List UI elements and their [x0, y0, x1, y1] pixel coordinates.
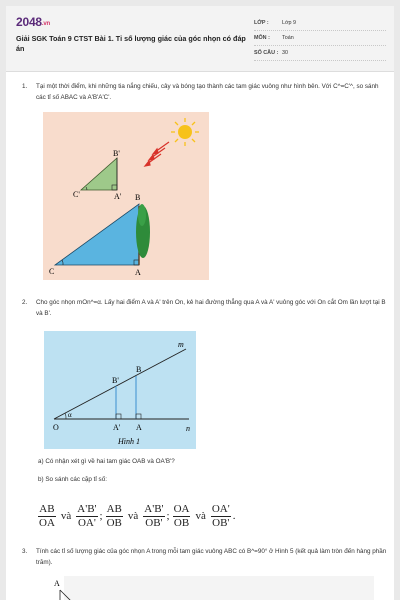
- conjunction: và: [60, 510, 72, 522]
- label-b: B: [135, 193, 141, 202]
- label-c-prime: C': [73, 190, 80, 199]
- question-text: Tại một thời điểm, khi những tia nắng chiếu, cây và bóng tạo thành các tam giác vuông như hình bên. Với C^=C'^, so sánh các tỉ số ABAC và A'B'A'C'.: [36, 83, 379, 101]
- separator: ;: [166, 510, 170, 522]
- document-meta: [254, 16, 386, 61]
- question-text: Cho góc nhọn mOn^=α. Lấy hai điểm A và A' trên On, kẻ hai đường thẳng qua A và A' vuông góc với On cắt Om lần lượt tại B và B'.: [36, 299, 386, 317]
- fraction: $\frac{OA'}{OB'}$: [211, 502, 230, 529]
- document-title: Giải SGK Toán 9 CTST Bài 1. Tỉ số lượng giác của góc nhọn có đáp án: [16, 34, 246, 53]
- meta-row-subject: [254, 31, 386, 46]
- label-a-prime: A': [114, 192, 122, 201]
- label-c: C: [49, 267, 55, 276]
- label-b-prime: B': [113, 149, 120, 158]
- question-number: 3.: [22, 548, 28, 555]
- question-text: Tính các tỉ số lượng giác của góc nhọn A trong mỗi tam giác vuông ABC có B^=90° ở Hình 5 (kết quả làm tròn đến hàng phần trăm).: [36, 548, 387, 566]
- meta-row-class: [254, 16, 386, 31]
- figure-hinh-5-svg: [44, 576, 374, 600]
- big-triangle: [55, 204, 139, 265]
- label-b: B: [136, 365, 142, 374]
- document-page: [6, 6, 394, 600]
- meta-row-count: [254, 46, 386, 61]
- meta-key-count: SỐ CÂU :: [254, 50, 279, 56]
- fraction: $\frac{AB}{OB}$: [106, 502, 122, 529]
- meta-key-class: LỚP :: [254, 20, 269, 26]
- figure-tree-shadow-svg: [43, 112, 209, 280]
- figure-tree-shadow: [43, 112, 209, 280]
- label-a: A: [136, 423, 142, 432]
- meta-value-class: Lớp 9: [282, 20, 297, 26]
- separator: ;: [99, 510, 103, 522]
- label-alpha: α: [68, 411, 72, 419]
- label-b-prime: B': [112, 376, 119, 385]
- fraction: $\frac{A'B'}{OA'}$: [77, 502, 97, 529]
- ratio-formula: [36, 496, 235, 536]
- figure-hinh-5: [44, 576, 374, 600]
- figure-angle-mon: [44, 331, 196, 449]
- question-2-sub-a: a) Có nhận xét gì về hai tam giác OAB và OA'B'?: [38, 458, 175, 465]
- fraction: $\frac{A'B'}{OB'}$: [144, 502, 164, 529]
- sun-icon: [171, 118, 199, 146]
- small-triangle: [81, 158, 117, 190]
- label-a: A: [135, 268, 141, 277]
- label-a: A: [54, 579, 60, 588]
- meta-value-subject: Toán: [282, 35, 294, 41]
- label-n: n: [186, 424, 190, 433]
- figure-caption: Hình 1: [118, 437, 140, 446]
- question-1: [22, 82, 388, 103]
- meta-value-count: 30: [282, 50, 288, 56]
- figure-angle-mon-svg: [44, 331, 196, 449]
- fraction: $\frac{OA}{OB}$: [173, 502, 190, 529]
- site-logo[interactable]: 2048.vn: [16, 15, 50, 29]
- question-3: [22, 547, 388, 568]
- sun-rays-icon: [145, 142, 169, 166]
- meta-key-subject: MÔN :: [254, 35, 270, 41]
- document-header: [6, 6, 394, 72]
- label-a-prime: A': [113, 423, 121, 432]
- conjunction: và: [195, 510, 206, 522]
- question-2-sub-b: b) So sánh các cặp tỉ số:: [38, 476, 107, 483]
- label-o: O: [53, 423, 59, 432]
- fraction: $\frac{AB}{OA}$: [39, 502, 55, 529]
- question-number: 2.: [22, 299, 28, 306]
- conjunction: và: [127, 510, 139, 522]
- label-m: m: [178, 340, 184, 349]
- end-mark: .: [232, 510, 236, 522]
- question-2: [22, 298, 388, 319]
- question-number: 1.: [22, 83, 28, 90]
